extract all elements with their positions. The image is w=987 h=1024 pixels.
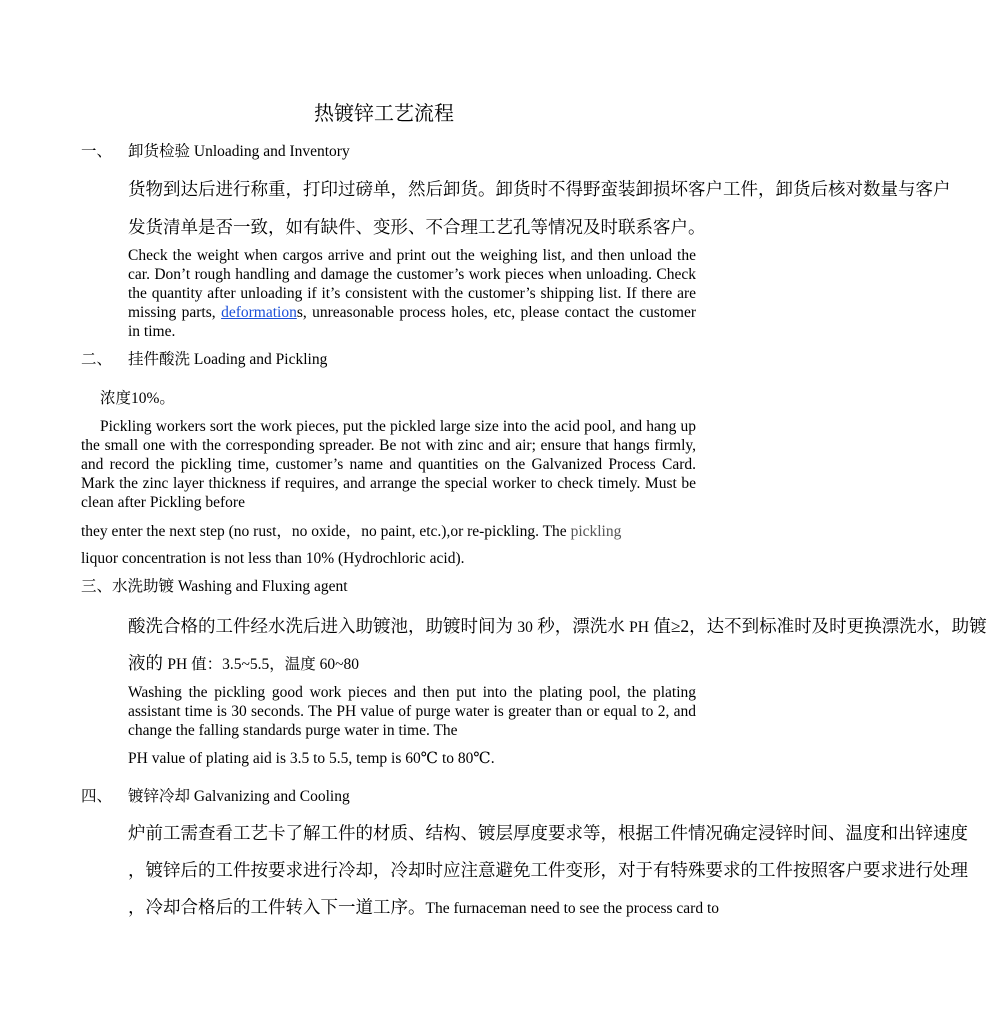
ph-label: PH [167,656,188,673]
cn-text: 酸洗合格的工件经水洗后进入助镀池，助镀时间为 [128,616,518,636]
section-2-en-text: they enter the next step (no rust，no oxide，no paint, etc.),or re-pickling. The [81,523,571,540]
pickling-word: pickling [570,523,622,540]
section-2-cn-fragment: 浓度10%。 [100,390,175,407]
section-title-cn: 镀锌冷却 [128,788,191,805]
section-number: 三、 [81,578,113,595]
section-2-en-paragraph: Pickling workers sort the work pieces, put the pickled large size into the acid pool, and hang up the small one with the corresponding spreader. Be not with zinc and air; ensure that hangs firmly, and record the pickling time, customer’s name and quantities on the Galvanized Process Card. Mark the zinc layer thickness if requires, and arrange the special worker to check timely. Must be clean after Pickling before [81,418,696,511]
cn-text: 值：3.5~5.5，温度 60~80 [187,656,359,673]
seconds-value: 30 [517,619,533,636]
cn-text: 值≥2，达不到标准时及时更换漂洗水，助镀 [648,616,987,636]
section-1-cn-line-2: 发货清单是否一致，如有缺件、变形、不合理工艺孔等情况及时联系客户。 [128,217,706,237]
section-title-en: Loading and Pickling [193,351,328,368]
section-2-en-line-2 [81,521,621,543]
deformation-link[interactable]: deformation [221,304,297,321]
section-4-cn-line-2: ，镀锌后的工件按要求进行冷却，冷却时应注意避免工件变形，对于有特殊要求的工件按照客户要求进行处理 [128,860,968,880]
document-title: 热镀锌工艺流程 [314,103,454,125]
section-1-en-text-a: Check the weight when cargos arrive and print out the weighing list, and then unload the car. Don’t rough handling and damage the customer’s work pieces when unloading. Check the quantity after unloading if it’s consistent with the customer’s shipping list. If there are missing parts, [128,247,696,321]
section-4-en-start: The furnaceman need to see the process card to [425,900,720,917]
section-number: 四、 [81,788,113,805]
section-number: 二、 [81,351,113,368]
section-title-cn: 卸货检验 [128,143,191,160]
section-title-en: Unloading and Inventory [193,143,350,160]
section-number: 一、 [81,143,113,160]
cn-text: 秒，漂洗水 [532,616,630,636]
section-heading-galvanizing [81,786,701,808]
section-1-en-paragraph [128,246,696,341]
section-title-en: Washing and Fluxing agent [177,578,348,595]
section-1-cn-line-1: 货物到达后进行称重，打印过磅单，然后卸货。卸货时不得野蛮装卸损坏客户工件，卸货后核对数量与客户 [128,179,951,199]
cn-text: ，冷却合格后的工件转入下一道工序。 [128,897,426,917]
cn-text: 液的 [128,653,168,673]
section-title-en: Galvanizing and Cooling [193,788,350,805]
section-heading-washing [81,576,701,598]
section-4-cn-line-1: 炉前工需查看工艺卡了解工件的材质、结构、镀层厚度要求等，根据工件情况确定浸锌时间、温度和出锌速度 [128,823,968,843]
section-title-cn: 挂件酸洗 [128,351,191,368]
section-2-en-line-3: liquor concentration is not less than 10% (Hydrochloric acid). [81,550,465,567]
section-title-cn: 水洗助镀 [112,578,175,595]
section-heading-pickling [81,349,701,371]
section-3-cn-line-1 [128,608,987,646]
ph-label: PH [629,619,649,636]
section-1-en-text-b: s, unreasonable process holes, etc, please contact the customer in time. [128,304,696,340]
section-heading-unloading [81,141,701,163]
section-3-cn-line-2 [128,645,696,683]
section-4-cn-line-3 [128,889,720,927]
section-3-en-paragraph: Washing the pickling good work pieces and then put into the plating pool, the plating assistant time is 30 seconds. The PH value of purge water is greater than or equal to 2, and change the falling standards purge water in time. The [128,684,696,739]
section-3-en-last-line: PH value of plating aid is 3.5 to 5.5, temp is 60℃ to 80℃. [128,750,495,767]
